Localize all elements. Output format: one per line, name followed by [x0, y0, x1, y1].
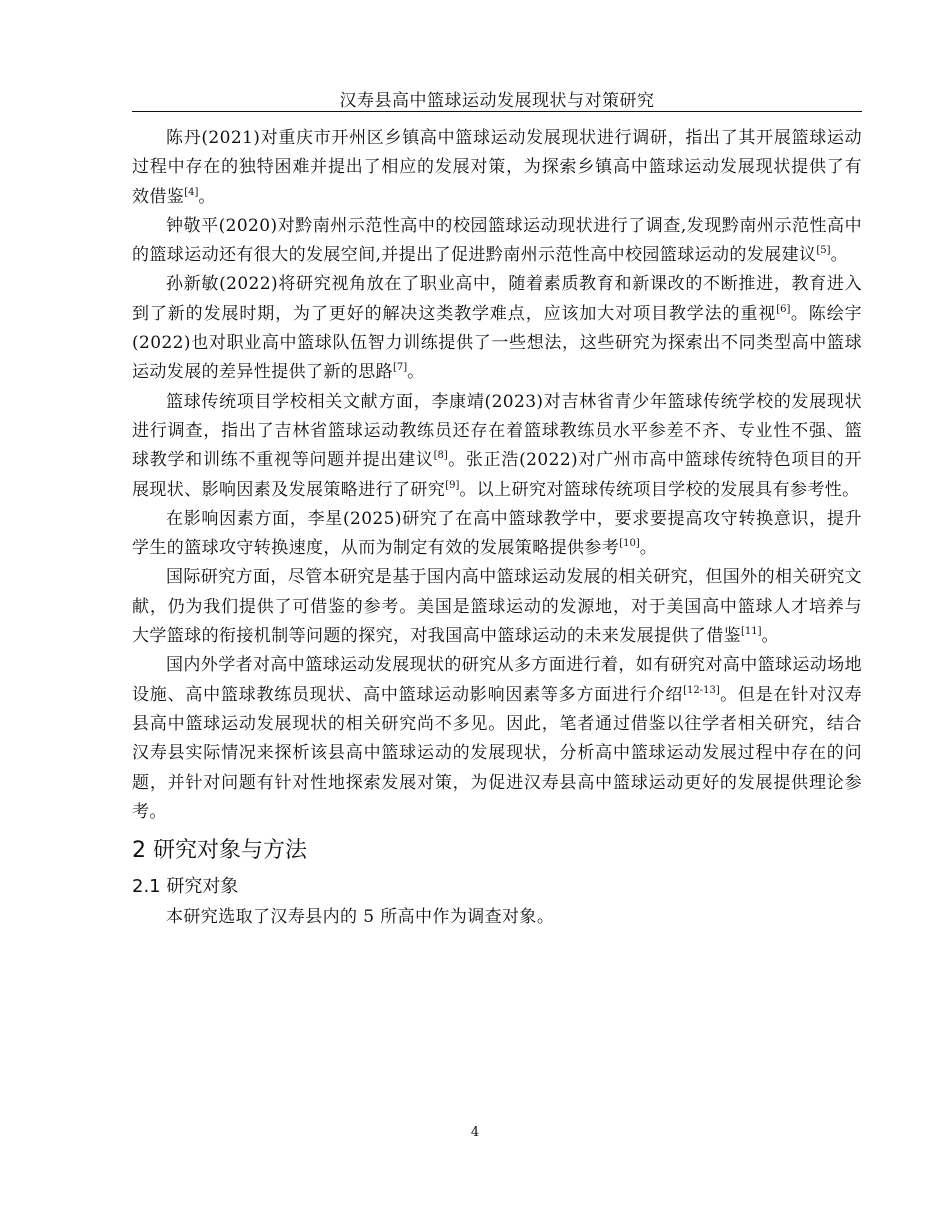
- citation-marker: [9]: [445, 479, 460, 491]
- paragraph-text: 。: [761, 626, 779, 647]
- subsection-paragraph: 本研究选取了汉寿县内的 5 所高中作为调查对象。: [166, 907, 555, 928]
- body-paragraph: [132, 651, 862, 827]
- body-paragraph: [132, 270, 862, 387]
- paragraph-text: 。以上研究对篮球传统项目学校的发展具有参考性。: [459, 479, 860, 500]
- paragraph-text: 篮球传统项目学校相关文献方面，李康靖(2023)对吉林省青少年篮球传统学校的发展现状进行调查，指出了吉林省篮球运动教练员还存在着篮球教练员水平参差不齐、专业性不强、篮球教学和训练不重视等问题并提出建议: [132, 391, 862, 471]
- paragraph-text: 。: [198, 186, 216, 207]
- paragraph-text: 陈丹(2021)对重庆市开州区乡镇高中篮球运动发展现状进行调研，指出了其开展篮球运动过程中存在的独特困难并提出了相应的发展对策，为探索乡镇高中篮球运动发展现状提供了有效借鉴: [132, 128, 862, 207]
- citation-marker: [8]: [433, 450, 448, 462]
- citation-marker: [4]: [184, 186, 199, 198]
- body-paragraph: [132, 124, 862, 212]
- body-paragraph: [132, 212, 862, 271]
- paragraph-text: 。: [407, 362, 425, 383]
- paragraph-text: 国内外学者对高中篮球运动发展现状的研究从多方面进行着，如有研究对高中篮球运动场地设施、高中篮球教练员现状、高中篮球运动影响因素等多方面进行介绍: [132, 655, 862, 705]
- citation-marker: [12-13]: [683, 684, 720, 696]
- header-divider: [132, 111, 862, 112]
- paragraph-text: 钟敬平(2020)对黔南州示范性高中的校园篮球运动现状进行了调查,发现黔南州示范性高中的篮球运动还有很大的发展空间,并提出了促进黔南州示范性高中校园篮球运动的发展建议: [132, 215, 862, 266]
- paragraph-text: 在影响因素方面，李星(2025)研究了在高中篮球教学中，要求要提高攻守转换意识，提升学生的篮球攻守转换速度，从而为制定有效的发展策略提供参考: [132, 508, 862, 559]
- section-heading: 2 研究对象与方法: [132, 838, 307, 864]
- citation-marker: [5]: [816, 245, 831, 257]
- citation-marker: [6]: [776, 303, 791, 315]
- body-paragraph: [132, 388, 862, 505]
- paragraph-text: 。陈绘宇(2022)也对职业高中篮球队伍智力训练提供了一些想法，这些研究为探索出不同类型高中篮球运动发展的差异性提供了新的思路: [132, 303, 862, 383]
- paragraph-text: 。但是在针对汉寿县高中篮球运动发展现状的相关研究尚不多见。因此，笔者通过借鉴以往学者相关研究，结合汉寿县实际情况来探析该县高中篮球运动的发展现状，分析高中篮球运动发展过程中存在的问题，并针对问题有针对性地探索发展对策，为促进汉寿县高中篮球运动更好的发展提供理论参考。: [132, 684, 862, 822]
- body-paragraph: [132, 505, 862, 564]
- paragraph-text: 孙新敏(2022)将研究视角放在了职业高中，随着素质教育和新课改的不断推进，教育进入到了新的发展时期，为了更好的解决这类教学难点，应该加大对项目教学法的重视: [132, 274, 862, 324]
- running-header-title: 汉寿县高中篮球运动发展现状与对策研究: [339, 91, 655, 111]
- citation-marker: [7]: [393, 362, 408, 374]
- citation-marker: [10]: [619, 538, 640, 550]
- body-paragraph: [132, 563, 862, 651]
- literature-review-paragraphs: [132, 124, 862, 827]
- paragraph-text: 。: [830, 245, 848, 266]
- paragraph-text: 。张正浩(2022)对广州市高中篮球传统特色项目的开展现状、影响因素及发展策略进行了研究: [132, 450, 862, 500]
- document-body: [132, 124, 862, 932]
- paragraph-text: 。: [639, 538, 658, 559]
- citation-marker: [11]: [741, 626, 762, 638]
- subsection-heading: 2.1 研究对象: [132, 876, 239, 898]
- page-number: 4: [470, 1125, 480, 1140]
- paragraph-text: 国际研究方面，尽管本研究是基于国内高中篮球运动发展的相关研究，但国外的相关研究文献，仍为我们提供了可借鉴的参考。美国是篮球运动的发源地，对于美国高中篮球人才培养与大学篮球的衔接机制等问题的探究，对我国高中篮球运动的未来发展提供了借鉴: [132, 567, 862, 647]
